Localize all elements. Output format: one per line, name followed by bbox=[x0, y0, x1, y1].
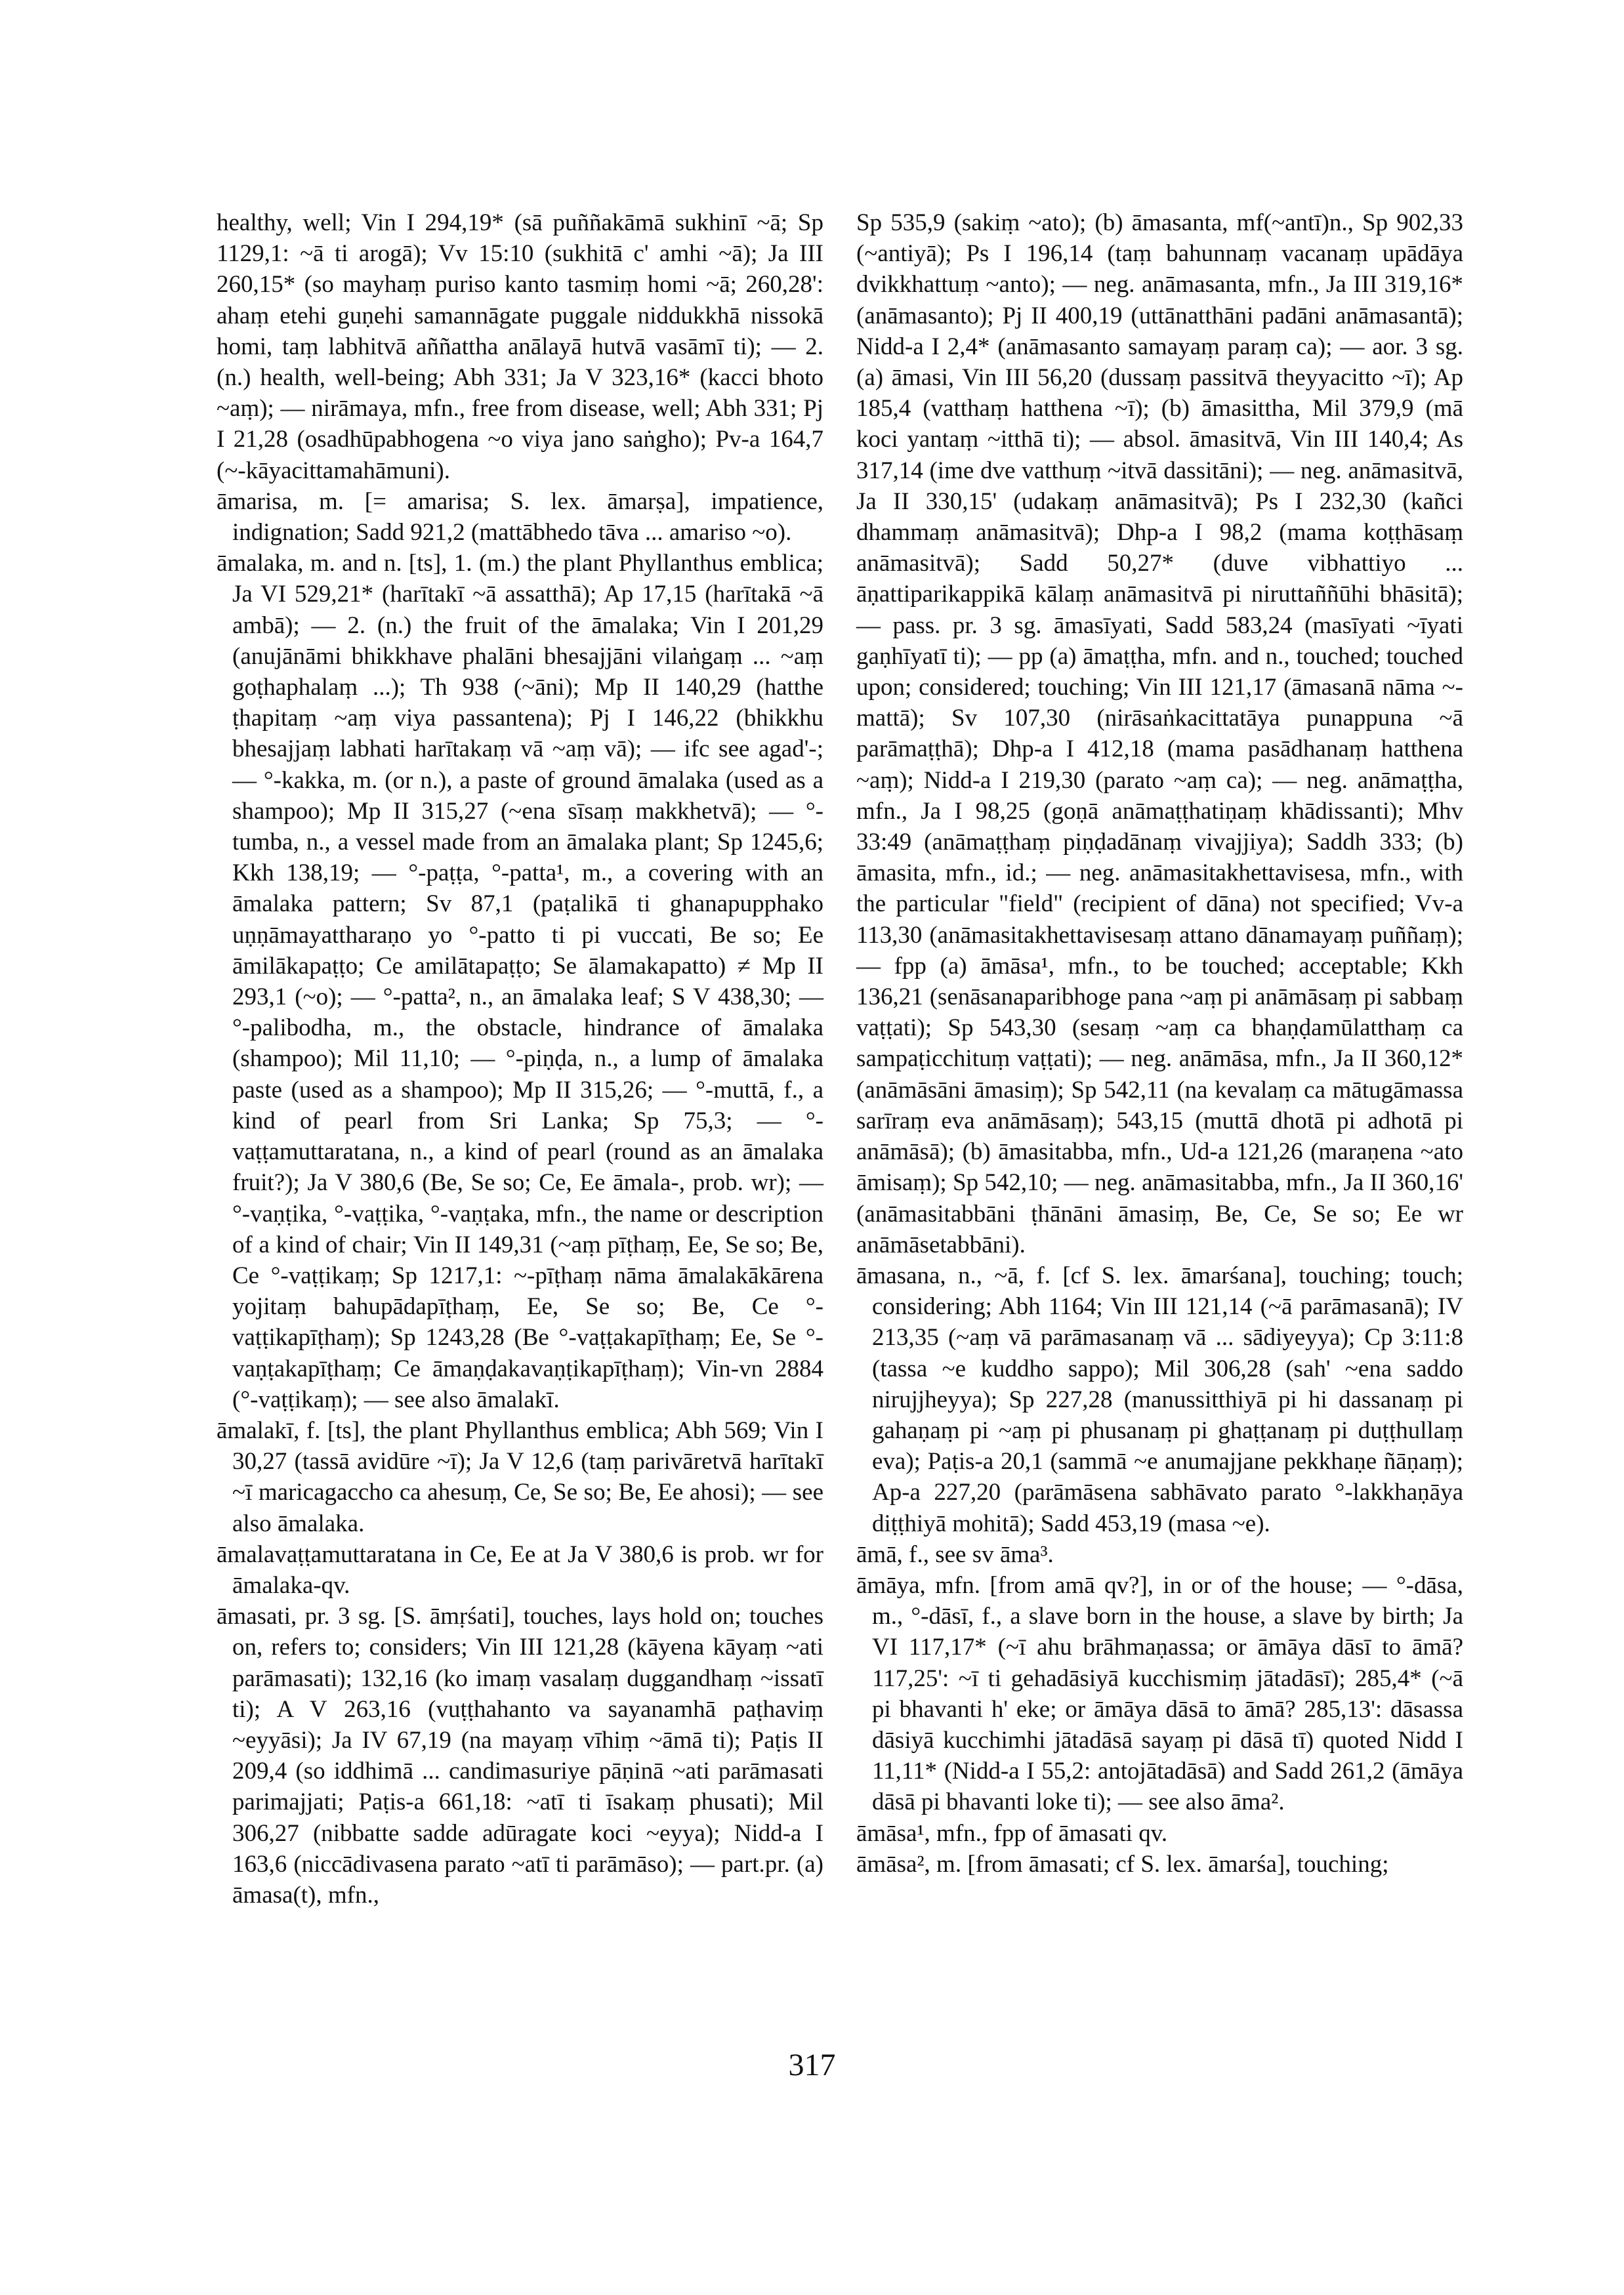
entry-amaya: āmāya, mfn. [from amā qv?], in or of the house; — °-dāsa, m., °-dāsī, f., a slave born in the house, a slave by birth; Ja VI 117,17* (~ī ahu brāhmaṇassa; or āmāya dāsī to āmā? 117,25': ~ī ti gehadāsiyā kucchismiṃ jātadāsī); 285,4* (~ā pi bhavanti h' eke; or āmāya dāsā to āmā? 285,13': dāsassa dāsiyā kucchimhi jātadāsā sayaṃ pi dāsā tī) quoted Nidd I 11,11* (Nidd-a I 55,2: antojātadāsā) and Sadd 261,2 (āmāya dāsā pi bhavanti loke ti); — see also āma². bbox=[856, 1571, 1463, 1816]
entry-amasa-2: āmāsa², m. [from āmasati; cf S. lex. āmarśa], touching; bbox=[856, 1850, 1389, 1878]
entry-amalaka: āmalaka, m. and n. [ts], 1. (m.) the plant Phyllanthus emblica; Ja VI 529,21* (harītakī ~ā assatthā); Ap 17,15 (harītakā ~ā ambā); — 2. (n.) the fruit of the āmalaka; Vin I 201,29 (anujānāmi bhikkhave phalāni bhesajjāni vilaṅgaṃ ... ~aṃ goṭhaphalaṃ ...); Th 938 (~āni); Mp II 140,29 (hatthe ṭhapitaṃ ~aṃ viya passantena); Pj I 146,22 (bhikkhu bhesajjaṃ labhati harītakaṃ vā ~aṃ vā); — ifc see agad'-; — °-kakka, m. (or n.), a paste of ground āmalaka (used as a shampoo); Mp II 315,27 (~ena sīsaṃ makkhetvā); — °-tumba, n., a vessel made from an āmalaka plant; Sp 1245,6; Kkh 138,19; — °-paṭṭa, °-patta¹, m., a covering with an āmalaka pattern; Sv 87,1 (paṭalikā ti ghanapupphako uṇṇāmayattharaṇo yo °-patto ti pi vuccati, Be so; Ee āmilākapaṭṭo; Ce amilātapaṭṭo; Se ālamakapatto) ≠ Mp II 293,1 (~o); — °-patta², n., an āmalaka leaf; S V 438,30; — °-palibodha, m., the obstacle, hindrance of āmalaka (shampoo); Mil 11,10; — °-piṇḍa, n., a lump of āmalaka paste (used as a shampoo); Mp II 315,26; — °-muttā, f., a kind of pearl from Sri Lanka; Sp 75,3; — °-vaṭṭamuttaratana, n., a kind of pearl (round as an āmalaka fruit?); Ja V 380,6 (Be, Se so; Ce, Ee āmala-, prob. wr); — °-vaṇṭika, °-vaṭṭika, °-vaṇṭaka, mfn., the name or description of a kind of chair; Vin II 149,31 (~aṃ pīṭhaṃ, Ee, Se so; Be, Ce °-vaṭṭikaṃ; Sp 1217,1: ~-pīṭhaṃ nāma āmalakākārena yojitaṃ bahupādapīṭhaṃ, Ee, Se so; Be, Ce °-vaṭṭikapīṭhaṃ); Sp 1243,28 (Be °-vaṭṭakapīṭhaṃ; Ee, Se °-vaṇṭakapīṭhaṃ; Ce āmaṇḍakavaṇṭikapīṭhaṃ); Vin-vn 2884 (°-vaṭṭikaṃ); — see also āmalakī. bbox=[217, 550, 823, 1413]
left-column bbox=[217, 207, 823, 1911]
entry-amarisa: āmarisa, m. [= amarisa; S. lex. āmarṣa], impatience, indignation; Sadd 921,2 (mattābhedo tāva ... amariso ~o). bbox=[217, 487, 823, 547]
page-number: 317 bbox=[788, 2048, 836, 2082]
entry-amasa-1: āmāsa¹, mfn., fpp of āmasati qv. bbox=[856, 1819, 1168, 1847]
entry-amasana: āmasana, n., ~ā, f. [cf S. lex. āmarśana], touching; touch; considering; Abh 1164; Vin III 121,14 (~ā parāmasanā); IV 213,35 (~aṃ vā parāmasanaṃ vā ... sādiyeyya); Cp 3:11:8 (tassa ~e kuddho sappo); Mil 306,28 (sah' ~ena saddo nirujjheyya); Sp 227,28 (manussitthiyā pi hi dassanaṃ pi gahaṇaṃ pi ~aṃ pi phusanaṃ pi ghaṭṭanaṃ pi duṭṭhullaṃ eva); Paṭis-a 20,1 (sammā ~e anumajjane pekkhaṇe ñāṇaṃ); Ap-a 227,20 (parāmāsena sabhāvato parato °-lakkhaṇāya diṭṭhiyā mohitā); Sadd 453,19 (masa ~e). bbox=[856, 1262, 1463, 1537]
entry-amalaki: āmalakī, f. [ts], the plant Phyllanthus emblica; Abh 569; Vin I 30,27 (tassā avidūre ~ī); Ja V 12,6 (taṃ parivāretvā harītakī ~ī maricagaccho ca ahesuṃ, Ce, Se so; Be, Ee ahosi); — see also āmalaka. bbox=[217, 1416, 823, 1537]
entry-continuation-amasati: Sp 535,9 (sakiṃ ~ato); (b) āmasanta, mf(~antī)n., Sp 902,33 (~antiyā); Ps I 196,14 (taṃ bahunnaṃ vacanaṃ upādāya dvikkhattuṃ ~anto); — neg. anāmasanta, mfn., Ja III 319,16* (anāmasanto); Pj II 400,19 (uttānatthāni padāni anāmasantā); Nidd-a I 2,4* (anāmasanto samayaṃ paraṃ ca); — aor. 3 sg. (a) āmasi, Vin III 56,20 (dussaṃ passitvā theyyacitto ~ī); Ap 185,4 (vatthaṃ hatthena ~ī); (b) āmasittha, Mil 379,9 (mā koci yantaṃ ~itthā ti); — absol. āmasitvā, Vin III 140,4; As 317,14 (ime dve vatthuṃ ~itvā dassitāni); — neg. anāmasitvā, Ja II 330,15' (udakaṃ anāmasitvā); Ps I 232,30 (kañci dhammaṃ anāmasitvā); Dhp-a I 98,2 (mama koṭṭhāsaṃ anāmasitvā); Sadd 50,27* (duve vibhattiyo ... āṇattiparikappikā kālaṃ anāmasitvā pi niruttaññūhi bhāsitā); — pass. pr. 3 sg. āmasīyati, Sadd 583,24 (masīyati ~īyati gaṇhīyatī ti); — pp (a) āmaṭṭha, mfn. and n., touched; touched upon; considered; touching; Vin III 121,17 (āmasanā nāma ~-mattā); Sv 107,30 (nirāsaṅkacittatāya punappuna ~ā parāmaṭṭhā); Dhp-a I 412,18 (mama pasādhanaṃ hatthena ~aṃ); Nidd-a I 219,30 (parato ~aṃ ca); — neg. anāmaṭṭha, mfn., Ja I 98,25 (goṇā anāmaṭṭhatiṇaṃ khādissanti); Mhv 33:49 (anāmaṭṭhaṃ piṇḍadānaṃ vivajjiya); Saddh 333; (b) āmasita, mfn., id.; — neg. anāmasitakhettavisesa, mfn., with the particular "field" (recipient of dāna) not specified; Vv-a 113,30 (anāmasitakhettavisesaṃ attano dānamayaṃ puññaṃ); — fpp (a) āmāsa¹, mfn., to be touched; acceptable; Kkh 136,21 (senāsanaparibhoge pana ~aṃ pi anāmāsaṃ pi sabbaṃ vaṭṭati); Sp 543,30 (sesaṃ ~aṃ ca bhaṇḍamūlatthaṃ ca sampaṭicchituṃ vaṭṭati); — neg. anāmāsa, mfn., Ja II 360,12* (anāmāsāni āmasiṃ); Sp 542,11 (na kevalaṃ ca mātugāmassa sarīraṃ eva anāmāsaṃ); 543,15 (muttā dhotā pi adhotā pi anāmāsā); (b) āmasitabba, mfn., Ud-a 121,26 (maraṇena ~ato āmisaṃ); Sp 542,10; — neg. anāmasitabba, mfn., Ja II 360,16' (anāmasitabbāni ṭhānāni āmasiṃ, Be, Ce, Se so; Ee wr anāmāsetabbāni). bbox=[856, 209, 1463, 1258]
right-column bbox=[856, 207, 1463, 1880]
entry-amasati: āmasati, pr. 3 sg. [S. āmṛśati], touches, lays hold on; touches on, refers to; considers; Vin III 121,28 (kāyena kāyaṃ ~ati parāmasati); 132,16 (ko imaṃ vasalaṃ duggandhaṃ ~issatī ti); A V 263,16 (vuṭṭhahanto va sayanamhā paṭhaviṃ ~eyyāsi); Ja IV 67,19 (na mayaṃ vīhiṃ ~āmā ti); Paṭis II 209,4 (so iddhimā ... candimasuriye pāṇinā ~ati parāmasati parimajjati; Paṭis-a 661,18: ~atī ti īsakaṃ phusati); Mil 306,27 (nibbatte sadde adūragate koci ~eyya); Nidd-a I 163,6 (niccādivasena parato ~atī ti parāmāso); — part.pr. (a) āmasa(t), mfn., bbox=[217, 1603, 823, 1909]
entry-continuation-aroga: healthy, well; Vin I 294,19* (sā puññakāmā sukhinī ~ā; Sp 1129,1: ~ā ti arogā); Vv 15:10 (sukhitā c' amhi ~ā); Ja III 260,15* (so mayhaṃ puriso kanto tasmiṃ homi ~ā; 260,28': ahaṃ etehi guṇehi samannāgate puggale niddukkhā nissokā homi, taṃ labhitvā aññattha anālayā hutvā vasāmī ti); — 2. (n.) health, well-being; Abh 331; Ja V 323,16* (kacci bhoto ~aṃ); — nirāmaya, mfn., free from disease, well; Abh 331; Pj I 21,28 (osadhūpabhogena ~o viya jano saṅgho); Pv-a 164,7 (~-kāyacittamahāmuni). bbox=[217, 209, 823, 484]
entry-amalavattamuttaratana: āmalavaṭṭamuttaratana in Ce, Ee at Ja V 380,6 is prob. wr for āmalaka-qv. bbox=[217, 1540, 823, 1599]
entry-ama: āmā, f., see sv āma³. bbox=[856, 1540, 1054, 1568]
